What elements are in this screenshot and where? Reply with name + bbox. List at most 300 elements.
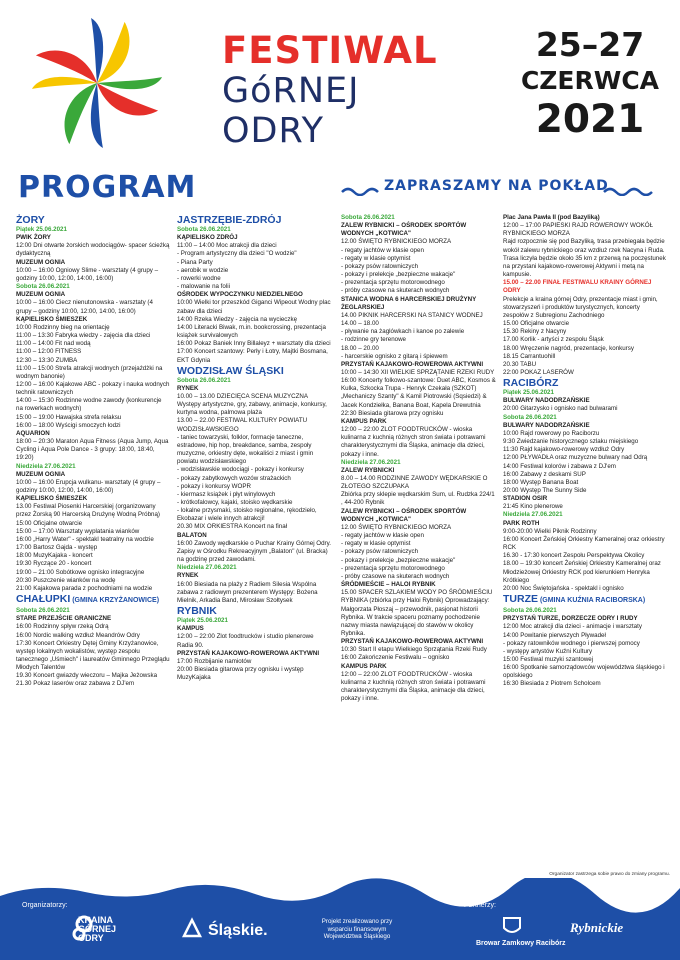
- event-line: [177, 466, 331, 474]
- program-heading: PROGRAM: [18, 170, 197, 205]
- event-line: [177, 658, 331, 666]
- text: 19.30 Koncert gwiazdy wieczoru – Majka Jeżowska: [16, 672, 158, 680]
- date-heading: [503, 414, 666, 422]
- festival-title: [222, 29, 442, 151]
- event-line: [16, 267, 170, 283]
- location-subtitle: (GMINA KRZYŻANOWICE): [70, 597, 160, 605]
- text: 10:30 Start II etapu Wielkiego Sprzątania Rzeki Rudy: [341, 646, 487, 654]
- event-line: [503, 680, 666, 688]
- text: Sobota 26.06.2021: [177, 226, 231, 233]
- text: Prelekcje a kraina górnej Odry, prezentacje miast i gmin, stowarzyszeń i produktów turystycznych, koncerty zespołów z Subregionu Zachodniego: [503, 295, 658, 319]
- date-heading: [341, 459, 496, 467]
- text: MUZEUM OGNIA: [16, 291, 66, 299]
- text: 17:30 Koncert Orkiestry Dętej Gminy Krzyżanowice, występ lokalnych wokalistów, występ zespołu tanecznego „Uśmiech" i laureatów Gminnego Przeglądu Młodych Talentów: [16, 639, 170, 672]
- event-line: [341, 345, 496, 353]
- text: Sobota 26.06.2021: [177, 376, 231, 384]
- event-line: [341, 532, 496, 540]
- text: BULWARY NADODRZAŃSKIE: [503, 397, 590, 405]
- text: KĄPIELISKO ZDRÓJ: [177, 234, 238, 242]
- date-heading: [16, 226, 170, 234]
- text: 16:00 Nordic walking wzdłuż Meandrów Odry: [16, 631, 140, 639]
- event-line: [341, 312, 496, 320]
- text: Sobota 26.06.2021: [503, 413, 557, 421]
- venue-heading: [177, 385, 331, 393]
- event-line: [503, 369, 666, 377]
- text: 20:30 Puszczenie wianków na wodę: [16, 576, 116, 584]
- event-line: [341, 671, 496, 704]
- event-line: [177, 275, 331, 283]
- event-line: [177, 267, 331, 275]
- text: - harcerskie ognisko z gitarą i śpiewem: [341, 352, 448, 360]
- text: - malowanie na folii: [177, 283, 230, 291]
- text: 11:00 – 15:00 Strefa atrakcji wodnych (przejażdżki na wodnym banonie): [16, 364, 163, 380]
- event-line: [341, 377, 496, 410]
- event-line: [16, 479, 170, 495]
- text: STADION OSIR: [503, 495, 548, 503]
- text: - próby czasowe na skuterach wodnych: [341, 572, 450, 580]
- text: 12.00 ŚWIĘTO RYBNICKIEGO MORZA: [341, 523, 452, 531]
- text: 15:00 – 17:00 Warsztaty wyplatania wianków: [16, 527, 140, 535]
- event-line: [503, 528, 666, 536]
- date-heading: [16, 463, 170, 471]
- text: - pokazy i konkursy WOPR: [177, 482, 251, 490]
- event-line: [16, 365, 170, 381]
- text: 18:00 – 20:30 Maraton Aqua Fitness (Aqua Jump, Aqua Cycling i Aqua Pole Dance - 3 grupy: 18:00, 18:40, 19:20): [16, 438, 169, 462]
- event-line: [16, 357, 170, 365]
- event-line: [16, 577, 170, 585]
- event-line: [16, 438, 170, 462]
- text: 20.30 MIX ORKIESTRA Koncert na finał: [177, 523, 288, 531]
- title-line-1: FESTIWAL: [222, 29, 438, 72]
- venue-heading: [503, 520, 666, 528]
- text: 15:00 Oficjalne otwarcie: [16, 519, 83, 527]
- text: 12:00 – 17:00 PAPIESKI RAJD ROWEROWY WOKÓŁ RYBNICKIEGO MORZA: [503, 222, 654, 238]
- event-line: [16, 544, 170, 552]
- event-line: [503, 430, 666, 438]
- event-line: [341, 565, 496, 573]
- text: 12:30 – 13:30 ZUMBA: [16, 356, 78, 364]
- text: 16:00 „Harry Water" - spektakl teatralny na wodzie: [16, 535, 154, 543]
- event-line: [503, 632, 666, 640]
- event-line: [341, 271, 496, 279]
- text: - regaty jachtów w klasie open: [341, 532, 424, 540]
- venue-heading: [177, 650, 331, 658]
- venue-heading: [341, 638, 496, 646]
- text: ZALEW RYBNICKI – OŚRODEK SPORTÓW WODNYCH „KOTWICA": [341, 222, 467, 238]
- venue-heading: [503, 615, 666, 623]
- text: 16:00 – 18:00 Wyścigi smoczych łodzi: [16, 421, 121, 429]
- event-line: [503, 353, 666, 361]
- text: 18.00 – 20.00: [341, 344, 379, 352]
- text: PRZYSTAŃ TURZE, DORZECZE ODRY I RUDY: [503, 615, 638, 623]
- text: ZALEW RYBNICKI: [341, 466, 395, 474]
- text: STANICA WODNA 6 HARCERSKIEJ DRUŻYNY ŻEGLARSKIEJ: [341, 295, 477, 311]
- text: Sobota 26.06.2021: [503, 607, 557, 615]
- text: 18:00 MuzyKajaka - koncert: [16, 552, 93, 560]
- text: 16:30 Biesiada z Piotrem Scholcem: [503, 680, 601, 688]
- event-line: [503, 623, 666, 631]
- event-line: [341, 410, 496, 418]
- event-line: [503, 238, 666, 279]
- event-line: [503, 640, 666, 648]
- event-line: [341, 646, 496, 654]
- text: RACIBÓRZ: [503, 377, 559, 390]
- text: - pokazy psów ratowniczych: [341, 262, 419, 270]
- text: 10:00 Wielki tor przeszkód Giganci Wipeout Wodny plac zabaw dla dzieci: [177, 299, 331, 315]
- event-line: [16, 536, 170, 544]
- kraina-logo-text: KRAINA GÓRNEJ ODRY: [78, 915, 117, 943]
- venue-heading: [177, 234, 331, 242]
- venue-heading: [341, 361, 496, 369]
- text: 15.00 – 22.00 FINAŁ FESTIWALU KRAINY GÓRNEJ ODRY: [503, 279, 652, 295]
- event-line: [503, 479, 666, 487]
- event-line: [16, 503, 170, 519]
- text: Niedziela 27.06.2021: [16, 462, 76, 470]
- venue-heading: [341, 581, 496, 589]
- text: 14:00 Rzeka Wiedzy - zajęcia na wycieczkę: [177, 315, 298, 323]
- text: 18.00 – 19:30 koncert Żeńskiej Orkiestry Kameralnej oraz Młodzieżowej Orkiestry RCK pod kierunkiem Henryka Krótkiego: [503, 560, 661, 584]
- text: Piątek 25.06.2021: [16, 226, 67, 233]
- slaskie-logo-icon: [180, 916, 204, 940]
- text: RYNEK: [177, 384, 199, 392]
- text: RYBNIK: [177, 605, 217, 618]
- text: 18.00 Wręczenie nagród, prezentacje, konkursy: [503, 344, 634, 352]
- text: 15.00 Oficjalne otwarcie: [503, 320, 570, 328]
- festival-logo-icon: [28, 14, 166, 152]
- venue-heading: [341, 663, 496, 671]
- date-heading: [503, 511, 666, 519]
- text: 19:30 Ryczące 20 - koncert: [16, 560, 92, 568]
- text: Niedziela 27.06.2021: [503, 511, 563, 519]
- text: - pływanie na żaglówkach i kanoe po zalewie: [341, 328, 465, 336]
- text: 14:00 Literacki Biwak, m.in. bookcrossing, prezentacja książek survivalowych: [177, 323, 326, 340]
- title-line-2: GóRNEJ: [222, 71, 360, 111]
- date-heading: [503, 607, 666, 615]
- event-line: [16, 560, 170, 568]
- text: 9:00-20:00 Wielki Piknik Rodzinny: [503, 527, 597, 535]
- text: 16.30 - 17:30 koncert Zespołu Perspektywa Okolicy: [503, 552, 645, 560]
- venue-heading: [16, 316, 170, 324]
- venue-heading: [16, 259, 170, 267]
- text: 10.00 – 13.00 DZIECIĘCA SCENA MUZYCZNA Występy artystyczne, gry, zabawy, animacje, konkursy, kurtyna wodna, palmowa plaża: [177, 392, 327, 417]
- event-line: [503, 296, 666, 320]
- text: - Piana Party: [177, 258, 213, 266]
- text: 15:00 Festiwal muzyki szantowej: [503, 655, 594, 663]
- text: - występy artystów Kuźni Kultury: [503, 647, 593, 655]
- venue-heading: [177, 625, 331, 633]
- venue-heading: [16, 495, 170, 503]
- event-line: [341, 524, 496, 532]
- event-line: [16, 422, 170, 430]
- text: 19:00 – 21:00 Sobótkowe ognisko integracyjne: [16, 568, 145, 576]
- event-line: [503, 656, 666, 664]
- text: - regaty w klasie optymist: [341, 540, 411, 548]
- event-line: [341, 540, 496, 548]
- text: - pokazy ratowników wodnego i pierwszej pomocy: [503, 639, 640, 647]
- text: 16:00 Biesiada na plaży z Radiem Silesia Wspólna zabawa z radiowym prezenterem Występy: Bożena Mielnik, Arkadia Band, Mirosław Szołtysek: [177, 580, 318, 604]
- date-heading: [177, 226, 331, 234]
- venue-heading: [341, 508, 496, 524]
- dates-days: 25–27: [535, 25, 645, 64]
- venue-heading: [177, 572, 331, 580]
- event-line: [16, 680, 170, 688]
- event-line: [503, 471, 666, 479]
- text: TURZE: [503, 593, 538, 606]
- text: Sobota 26.06.2021: [341, 214, 395, 221]
- event-line: [503, 361, 666, 369]
- text: 20.30 TABU: [503, 360, 537, 368]
- text: 10:00 – 16:00 Ogniowy Slime - warsztaty (4 grupy – godziny 10:00, 12:00, 14:00, 16:00): [16, 266, 159, 282]
- event-line: [177, 242, 331, 250]
- text: 20:00 Biesiada gitarowa przy ognisku i występ MuzyKajaka: [177, 665, 304, 682]
- text: 16:00 Zakończenie Festiwalu – ognisko: [341, 654, 450, 662]
- text: 16:00 Koncert Żeńskiej Orkiestry Kameralnej oraz orkiestry RCK: [503, 535, 665, 552]
- organizers-label: Organizatorzy:: [22, 902, 68, 909]
- text: 10:00 Rajd rowerowy po Raciborzu: [503, 429, 600, 437]
- text: RYNEK: [177, 572, 199, 580]
- text: BALATON: [177, 531, 207, 539]
- text: 14.00 – 18.00: [341, 320, 379, 328]
- event-line: [341, 548, 496, 556]
- venue-heading: [16, 234, 170, 242]
- text: Piątek 25.06.2021: [503, 389, 554, 397]
- text: PARK ROTH: [503, 519, 540, 527]
- text: KAMPUS PARK: [341, 417, 387, 425]
- text: KAMPUS PARK: [341, 662, 387, 670]
- text: 17:00 Bartosz Gajda - występ: [16, 544, 98, 552]
- event-line: [177, 434, 331, 467]
- text: 15.00 SPACER SZLAKIEM WODY PO ŚRÓDMIEŚCIU RYBNIKA (zbiórka przy Haloi Rybnik) Oprowadzający: Małgorzata Płoszaj – przewodnik, pasjonat historii Rybnika. W trakcie spaceru poznamy pochodzenie nazwy miasta nawiązującej do stawów w okolicy Rybnika.: [341, 589, 493, 637]
- event-line: [16, 528, 170, 536]
- text: - wodzisławskie wodociągi - pokazy i konkursy: [177, 466, 304, 474]
- text: WODZISŁAW ŚLĄSKI: [177, 364, 284, 377]
- date-heading: [341, 214, 496, 222]
- text: - krótkofalowcy, kajaki, stoisko wędkarskie: [177, 499, 293, 506]
- partners-label: Partnerzy:: [464, 902, 496, 909]
- text: 17:00 Rozbijanie namiotów: [177, 657, 252, 665]
- event-line: [341, 328, 496, 336]
- text: ŻORY: [16, 214, 45, 226]
- event-line: [503, 552, 666, 560]
- event-line: [503, 438, 666, 446]
- text: 17.00 Korlik - artyści z zespołu Śląsk: [503, 336, 604, 344]
- venue-heading: [503, 495, 666, 503]
- event-line: [177, 417, 331, 433]
- text: 18:00 Występ Banana Boat: [503, 478, 579, 486]
- event-line: [177, 250, 331, 258]
- event-line: [16, 632, 170, 640]
- event-line: [177, 475, 331, 483]
- event-line: [16, 324, 170, 332]
- event-line: [341, 654, 496, 662]
- wave-icon: [602, 184, 660, 196]
- text: KAMPUS: [177, 625, 204, 633]
- text: - regaty w klasie optymist: [341, 254, 411, 262]
- text: 8.00 – 14.00 RODZINNE ZAWODY WĘDKARSKIE O ZŁOTEGO SZCZUPAKA: [341, 475, 488, 491]
- text: - próby czasowe na skuterach wodnych: [341, 287, 450, 295]
- venue-heading: [341, 222, 496, 238]
- text: PRZYSTAŃ KAJAKOWO-ROWEROWA AKTYWNI: [177, 649, 320, 657]
- event-line: [177, 340, 331, 348]
- text: Rajd rozpocznie się pod Bazyliką, trasa przebiegała będzie wokół zalewu rybnickiego oraz wzdłuż rzek Nacyna i Ruda. Trasa liczyła będzie około 35 km z przerwą na poczęstunek na przystani kajakowo-rowerowej Aktywni i metą na kampusie.: [503, 238, 666, 279]
- event-line: [341, 263, 496, 271]
- event-line: [16, 569, 170, 577]
- text: - rodzinne gry terenowe: [341, 336, 407, 344]
- text: 12:00 – 22:00 Zlot foodtrucków i studio plenerowe Radia 90.: [177, 633, 314, 649]
- text: - rowerki wodne: [177, 274, 221, 282]
- text: - Program artystyczny dla dzieci "O wodzie": [177, 250, 297, 258]
- text: PRZYSTAŃ KAJAKOWO-ROWEROWA AKTYWNI: [341, 638, 484, 646]
- event-line: [16, 348, 170, 356]
- text: PWIK ŻORY: [16, 234, 51, 242]
- event-line: [177, 283, 331, 291]
- event-line: [503, 585, 666, 593]
- text: 10:00 – 16:00 Erupcja wulkanu- warsztaty (4 grupy – godziny 10:00, 12:00, 14:00, 16:00): [16, 478, 161, 494]
- text: - pokazy i prelekcje „bezpieczne wakacje": [341, 271, 456, 279]
- event-line: [341, 491, 496, 507]
- event-line: [16, 340, 170, 348]
- venue-heading: [341, 418, 496, 426]
- event-line: [341, 353, 496, 361]
- text: 20:00 Noc Świętojańska - spektakl i ognisko: [503, 584, 624, 592]
- venue-heading: [16, 430, 170, 438]
- text: Piątek 25.06.2021: [177, 617, 228, 625]
- date-heading: [16, 283, 170, 291]
- event-line: [503, 446, 666, 454]
- text: - lokalne przysmaki, stoisko regionalne, rękodzieło, Ekobazar i wiele innych atrakcji!: [177, 507, 317, 523]
- location-heading: [16, 593, 170, 607]
- text: ŚRÓDMIEŚCIE – HALOI RYBNIK: [341, 581, 436, 589]
- text: Sobota 26.06.2021: [16, 283, 70, 291]
- event-line: [177, 523, 331, 531]
- location-heading: [503, 593, 666, 607]
- event-line: [16, 552, 170, 560]
- event-line: [341, 287, 496, 295]
- event-line: [503, 536, 666, 552]
- event-line: [16, 585, 170, 593]
- event-line: [341, 426, 496, 459]
- event-line: [341, 573, 496, 581]
- event-line: [341, 369, 496, 377]
- event-line: [503, 463, 666, 471]
- venue-heading: [16, 471, 170, 479]
- event-line: [177, 393, 331, 417]
- text: Niedziela 27.06.2021: [341, 458, 401, 466]
- event-line: [177, 499, 331, 507]
- event-line: [16, 299, 170, 315]
- event-line: [177, 348, 331, 364]
- text: 22:00 POKAZ LASERÓW: [503, 368, 574, 376]
- text: 11:00 – 14:00 Fit nad wodą: [16, 340, 91, 348]
- event-line: [503, 503, 666, 511]
- event-line: [503, 664, 666, 680]
- location-subtitle: (GMINA KUŹNIA RACIBORSKA): [538, 597, 646, 605]
- venue-heading: [341, 296, 496, 312]
- text: - pokazy zabytkowych wozów strażackich: [177, 474, 291, 482]
- text: 11:30 Rajd kajakowo-rowerowy wzdłuż Odry: [503, 446, 625, 454]
- program-column-1: [16, 214, 170, 876]
- text: - regaty jachtów w klasie open: [341, 246, 424, 254]
- text: 13.00 Festiwal Piosenki Harcerskiej (organizowany przez Żorską 90 Harcerską Drużynę Wodną Próbną): [16, 503, 160, 519]
- text: 21:45 Kino plenerowe: [503, 503, 563, 511]
- event-line: [503, 336, 666, 344]
- disclaimer-note: Organizator zastrzega sobie prawo do zmiany programu.: [549, 872, 670, 877]
- rybnickie-logo-text: Rybnickie: [570, 920, 624, 935]
- event-line: [177, 324, 331, 340]
- venue-heading: [503, 214, 666, 222]
- text: BULWARY NADODRZAŃSKIE: [503, 421, 590, 429]
- project-note: Projekt zrealizowano przy wsparciu finansowym Województwa Śląskiego: [321, 918, 393, 940]
- text: 21.30 Pokaz laserów oraz zabawa z DJ'em: [16, 680, 135, 688]
- event-line: [177, 666, 331, 682]
- venue-heading: [177, 532, 331, 540]
- text: MUZEUM OGNIA: [16, 470, 66, 478]
- program-column-4: [503, 214, 666, 876]
- program-column-3: [341, 214, 496, 876]
- location-heading: [177, 214, 331, 226]
- text: - prezentacja sprzętu motorowodnego: [341, 279, 445, 287]
- text: CHAŁUPKI: [16, 593, 71, 606]
- event-line: [341, 255, 496, 263]
- text: 12:00 Moc atrakcji dla dzieci - animacje i warsztaty: [503, 623, 642, 631]
- text: 11:00 – 12:00 FITNESS: [16, 348, 82, 356]
- event-line: [16, 672, 170, 680]
- text: 15.30 Rekiny z Nacyny: [503, 328, 567, 336]
- event-line: [16, 623, 170, 631]
- event-line: [16, 332, 170, 340]
- invite-banner: [340, 178, 660, 206]
- text: 14:00 Festiwal kolorów i zabawa z DJ'em: [503, 462, 616, 470]
- text: STARE PRZEJŚCIE GRANICZNE: [16, 615, 112, 623]
- highlight-event: [503, 279, 666, 295]
- text: - kiermasz książek i płyt winylowych: [177, 490, 276, 498]
- venue-heading: [503, 422, 666, 430]
- text: 11:00 – 13:30 Fabryka wiedzy - zajęcia dla dzieci: [16, 332, 151, 340]
- text: 11:00 – 14:00 Moc atrakcji dla dzieci: [177, 242, 277, 250]
- date-heading: [16, 607, 170, 615]
- text: 22:30 Biesiada gitarowa przy ognisku: [341, 409, 444, 417]
- event-line: [16, 414, 170, 422]
- text: - pokazy i prelekcje „bezpieczne wakacje": [341, 556, 456, 564]
- text: 16:00 Pokaz Baniek Inny Billaleyz + warsztaty dla dzieci: [177, 340, 331, 348]
- dates-month: CZERWCA: [520, 66, 660, 95]
- event-line: [341, 475, 496, 491]
- text: OŚRODEK WYPOCZYNKU NIEDZIELNEGO: [177, 291, 303, 299]
- text: Zbiórka przy sklepie wędkarskim Sum, ul. Rudzka 224/1 , 44-200 Rybnik: [341, 491, 495, 507]
- event-line: [177, 633, 331, 649]
- text: 21:00 Kajakowa parada z pochodniami na wodzie: [16, 584, 153, 592]
- venue-heading: [177, 291, 331, 299]
- text: 20:00 Występ The Sunny Side: [503, 487, 587, 494]
- invite-text: ZAPRASZAMY NA POKŁAD: [384, 178, 609, 194]
- text: - taniec towarzyski, folklor, formacje taneczne, estradowe, hip hop, breakdance, samba, zespoły muzyczne, orkiestry dęte, wokaliści z miast i gmin powiatu wodzisławskiego: [177, 433, 314, 466]
- festival-dates: [520, 26, 660, 142]
- text: 16:00 Rodzinny spływ rzeką Odrą: [16, 623, 109, 631]
- text: JASTRZĘBIE-ZDRÓJ: [177, 214, 282, 226]
- text: 16:00 Koncerty folkowo-szantowe: Duet ABC, Kosmos & Kulka, Szkocka Trupa - Henryk Czekała (SZKOT) „Mechaniczy Szanty" & Kamil Piotrowski (Sqsiedzi) & Jacek Kondziełka, Banana Boat, Kapela Drewutnia: [341, 377, 496, 409]
- event-line: [16, 520, 170, 528]
- event-line: [16, 640, 170, 673]
- event-line: [503, 454, 666, 462]
- text: 15:00 – 19:00 Hawajska strefa relaksu: [16, 413, 122, 421]
- event-line: [503, 222, 666, 238]
- date-heading: [177, 377, 331, 385]
- text: MUZEUM OGNIA: [16, 258, 66, 266]
- text: - aerobik w wodzie: [177, 266, 229, 274]
- event-line: [16, 397, 170, 413]
- text: 12:00 – 16:00 Kajakowe ABC - pokazy i nauka wodnych technik ratowniczych: [16, 380, 170, 397]
- event-line: [177, 491, 331, 499]
